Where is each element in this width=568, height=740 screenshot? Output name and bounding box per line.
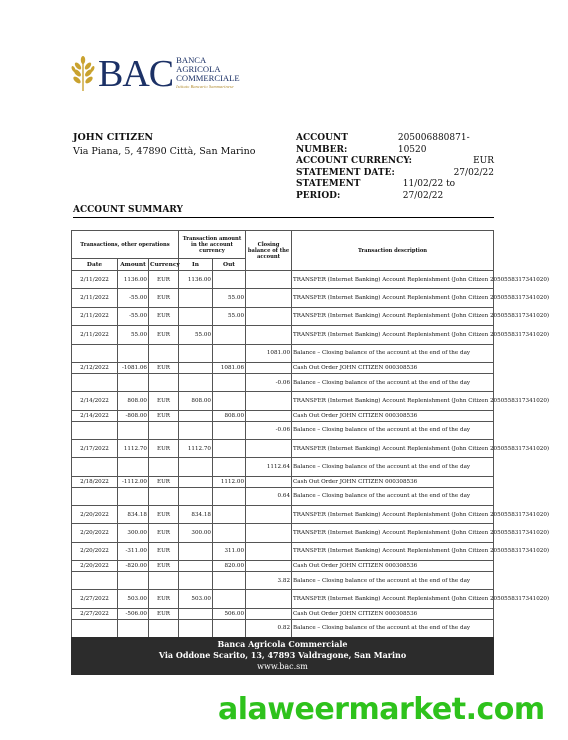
wheat-icon: [70, 56, 96, 92]
cell-date: [72, 619, 118, 637]
cell-in: [179, 619, 213, 637]
account-number: 205006880871-10520: [397, 133, 470, 155]
cell-balance: [246, 392, 292, 410]
cell-currency: EUR: [149, 307, 179, 325]
header-date: Date: [72, 259, 118, 271]
cell-date: 2/11/2022: [72, 271, 118, 289]
cell-out: 1081.06: [213, 362, 246, 373]
cell-date: 2/12/2022: [72, 362, 118, 373]
cell-in: [179, 344, 213, 362]
footer: [71, 637, 494, 675]
cell-description: TRANSFER (Internet Banking) Account Replenishment (John Citizen 2050558317341020): [292, 307, 494, 325]
table-row: [72, 476, 494, 487]
logo-tagline: Istituto Bancario Sammarinese: [176, 84, 234, 90]
cell-balance: 1112.64: [246, 458, 292, 476]
table-row: [72, 524, 494, 542]
cell-in: [179, 362, 213, 373]
cell-amount: [118, 458, 149, 476]
cell-currency: EUR: [149, 524, 179, 542]
footer-address: Via Oddone Scarito, 13, 47893 Valdragone, San Marino: [158, 650, 407, 660]
table-row: [72, 542, 494, 560]
cell-out: [213, 487, 246, 505]
cell-amount: -1081.06: [118, 362, 149, 373]
cell-description: TRANSFER (Internet Banking) Account Replenishment (John Citizen 2050558317341020): [292, 590, 494, 608]
cell-out: 820.00: [213, 561, 246, 572]
cell-description: TRANSFER (Internet Banking) Account Replenishment (John Citizen 2050558317341020): [292, 392, 494, 410]
cell-date: [72, 487, 118, 505]
cell-amount: 1112.70: [118, 439, 149, 457]
transactions-table: [71, 230, 550, 638]
cell-balance: [246, 542, 292, 560]
cell-out: [213, 439, 246, 457]
table-row: [72, 439, 494, 457]
footer-bank-name: Banca Agricola Commerciale: [217, 639, 348, 649]
table-row: [72, 561, 494, 572]
cell-date: 2/11/2022: [72, 326, 118, 344]
table-row: [72, 590, 494, 608]
statement-period-row: STATEMENT PERIOD: 11/02/22 to 27/02/22: [296, 179, 494, 202]
cell-balance: [246, 476, 292, 487]
cell-description: Balance – Closing balance of the account at the end of the day: [292, 373, 494, 391]
cell-out: [213, 373, 246, 391]
logo-mark: BAC: [98, 53, 174, 95]
cell-balance: [246, 271, 292, 289]
cell-out: [213, 619, 246, 637]
cell-out: [213, 505, 246, 523]
client-address: Via Piana, 5, 47890 Città, San Marino: [73, 146, 256, 157]
cell-amount: -1112.00: [118, 476, 149, 487]
cell-currency: EUR: [149, 410, 179, 421]
cell-out: [213, 524, 246, 542]
header-closing-balance: Closing balance of the account: [246, 231, 292, 271]
cell-balance: [246, 289, 292, 307]
cell-in: 1112.70: [179, 439, 213, 457]
cell-description: TRANSFER (Internet Banking) Account Replenishment (John Citizen 2050558317341020): [292, 439, 494, 457]
cell-amount: -820.00: [118, 561, 149, 572]
cell-date: 2/27/2022: [72, 608, 118, 619]
account-currency-row: ACCOUNT CURRENCY: EUR: [296, 156, 494, 166]
cell-description: Balance – Closing balance of the account at the end of the day: [292, 619, 494, 637]
table-row: [72, 421, 494, 439]
cell-amount: [118, 572, 149, 590]
cell-amount: 300.00: [118, 524, 149, 542]
cell-description: TRANSFER (Internet Banking) Account Replenishment (John Citizen 2050558317341020): [292, 524, 494, 542]
cell-balance: 3.82: [246, 572, 292, 590]
account-number-row: ACCOUNT NUMBER: 205006880871-10520: [296, 133, 494, 156]
cell-date: [72, 572, 118, 590]
cell-balance: [246, 439, 292, 457]
cell-description: Cash Out Order JOHN CITIZEN 000308536: [292, 476, 494, 487]
table-row: [72, 458, 494, 476]
cell-in: 1136.00: [179, 271, 213, 289]
cell-in: [179, 458, 213, 476]
cell-balance: 0.82: [246, 619, 292, 637]
table-row: [72, 505, 494, 523]
cell-description: Balance – Closing balance of the account at the end of the day: [292, 344, 494, 362]
cell-balance: [246, 590, 292, 608]
cell-in: [179, 373, 213, 391]
cell-amount: -55.00: [118, 307, 149, 325]
cell-amount: 1136.00: [118, 271, 149, 289]
cell-currency: [149, 572, 179, 590]
cell-out: [213, 590, 246, 608]
cell-amount: [118, 373, 149, 391]
cell-out: 55.00: [213, 307, 246, 325]
header-amount: Amount: [118, 259, 149, 271]
cell-date: 2/14/2022: [72, 410, 118, 421]
cell-date: [72, 421, 118, 439]
cell-currency: [149, 421, 179, 439]
cell-date: 2/17/2022: [72, 439, 118, 457]
cell-out: 506.00: [213, 608, 246, 619]
cell-in: [179, 561, 213, 572]
table-row: [72, 392, 494, 410]
table-row: [72, 307, 494, 325]
header-transactions: Transactions, other operations: [72, 231, 179, 259]
cell-date: 2/20/2022: [72, 505, 118, 523]
statement-date: 27/02/22: [453, 167, 494, 178]
cell-date: 2/14/2022: [72, 392, 118, 410]
table-row: [72, 373, 494, 391]
cell-currency: [149, 619, 179, 637]
cell-in: [179, 608, 213, 619]
table-row: [72, 271, 494, 289]
cell-date: 2/18/2022: [72, 476, 118, 487]
cell-balance: [246, 561, 292, 572]
cell-currency: EUR: [149, 542, 179, 560]
cell-date: 2/11/2022: [72, 289, 118, 307]
cell-balance: -0.06: [246, 373, 292, 391]
cell-currency: [149, 487, 179, 505]
cell-in: 834.18: [179, 505, 213, 523]
cell-in: [179, 289, 213, 307]
cell-currency: [149, 373, 179, 391]
cell-in: 808.00: [179, 392, 213, 410]
cell-currency: EUR: [149, 439, 179, 457]
table-row: [72, 619, 494, 637]
header-description: Transaction description: [292, 231, 494, 271]
cell-out: [213, 344, 246, 362]
cell-currency: EUR: [149, 392, 179, 410]
cell-description: Cash Out Order JOHN CITIZEN 000308536: [292, 608, 494, 619]
cell-in: [179, 542, 213, 560]
cell-out: [213, 326, 246, 344]
cell-in: [179, 307, 213, 325]
watermark: alaweermarket.com: [218, 692, 545, 727]
cell-description: TRANSFER (Internet Banking) Account Replenishment (John Citizen 2050558317341020): [292, 505, 494, 523]
cell-amount: [118, 487, 149, 505]
cell-currency: EUR: [149, 362, 179, 373]
cell-description: Balance – Closing balance of the account at the end of the day: [292, 572, 494, 590]
cell-amount: [118, 619, 149, 637]
cell-in: [179, 487, 213, 505]
cell-in: 300.00: [179, 524, 213, 542]
header-amount-in-currency: Transaction amount in the account currency: [179, 231, 246, 259]
cell-balance: -0.06: [246, 421, 292, 439]
cell-out: [213, 458, 246, 476]
cell-balance: 1081.00: [246, 344, 292, 362]
header-currency: Currency: [149, 259, 179, 271]
cell-in: [179, 410, 213, 421]
cell-balance: [246, 608, 292, 619]
cell-amount: [118, 344, 149, 362]
cell-description: Balance – Closing balance of the account at the end of the day: [292, 487, 494, 505]
client-block: [73, 131, 255, 159]
cell-date: 2/20/2022: [72, 542, 118, 560]
bank-logo: [70, 54, 240, 94]
cell-date: 2/20/2022: [72, 561, 118, 572]
table-row: [72, 289, 494, 307]
cell-out: 55.00: [213, 289, 246, 307]
cell-currency: EUR: [149, 326, 179, 344]
table-row: [72, 487, 494, 505]
cell-out: 311.00: [213, 542, 246, 560]
table-row: [72, 572, 494, 590]
cell-in: [179, 421, 213, 439]
cell-currency: EUR: [149, 476, 179, 487]
cell-description: Balance – Closing balance of the account at the end of the day: [292, 421, 494, 439]
cell-amount: 834.18: [118, 505, 149, 523]
cell-amount: -808.00: [118, 410, 149, 421]
cell-balance: [246, 524, 292, 542]
cell-amount: 55.00: [118, 326, 149, 344]
cell-balance: [246, 307, 292, 325]
table-row: [72, 326, 494, 344]
table-row: [72, 362, 494, 373]
cell-currency: EUR: [149, 608, 179, 619]
cell-currency: EUR: [149, 505, 179, 523]
header-out: Out: [213, 259, 246, 271]
cell-date: 2/11/2022: [72, 307, 118, 325]
statement-date-row: STATEMENT DATE: 27/02/22: [296, 167, 494, 178]
cell-description: Balance – Closing balance of the account at the end of the day: [292, 458, 494, 476]
cell-currency: EUR: [149, 561, 179, 572]
cell-in: 503.00: [179, 590, 213, 608]
cell-date: [72, 373, 118, 391]
cell-currency: EUR: [149, 271, 179, 289]
cell-amount: 808.00: [118, 392, 149, 410]
cell-description: Cash Out Order JOHN CITIZEN 000308536: [292, 561, 494, 572]
cell-date: [72, 458, 118, 476]
cell-in: [179, 572, 213, 590]
cell-amount: -311.00: [118, 542, 149, 560]
cell-balance: 0.64: [246, 487, 292, 505]
summary-title: ACCOUNT SUMMARY: [73, 205, 183, 215]
cell-currency: EUR: [149, 289, 179, 307]
cell-in: 55.00: [179, 326, 213, 344]
cell-out: [213, 572, 246, 590]
table-row: [72, 608, 494, 619]
cell-balance: [246, 362, 292, 373]
cell-description: Cash Out Order JOHN CITIZEN 000308536: [292, 410, 494, 421]
footer-website: www.bac.sm: [257, 662, 308, 671]
account-currency: EUR: [473, 156, 494, 166]
cell-description: TRANSFER (Internet Banking) Account Replenishment (John Citizen 2050558317341020): [292, 542, 494, 560]
header-in: In: [179, 259, 213, 271]
cell-out: 1112.00: [213, 476, 246, 487]
table-row: [72, 410, 494, 421]
cell-out: [213, 271, 246, 289]
cell-balance: [246, 410, 292, 421]
cell-out: [213, 421, 246, 439]
statement-period: 11/02/22 to 27/02/22: [402, 179, 456, 201]
cell-currency: [149, 344, 179, 362]
cell-description: TRANSFER (Internet Banking) Account Replenishment (John Citizen 2050558317341020): [292, 326, 494, 344]
cell-out: [213, 392, 246, 410]
account-info: [296, 133, 494, 202]
cell-description: TRANSFER (Internet Banking) Account Replenishment (John Citizen 2050558317341020): [292, 271, 494, 289]
cell-currency: EUR: [149, 590, 179, 608]
cell-currency: [149, 458, 179, 476]
cell-description: Cash Out Order JOHN CITIZEN 000308536: [292, 362, 494, 373]
cell-amount: [118, 421, 149, 439]
cell-amount: -55.00: [118, 289, 149, 307]
divider: [73, 217, 494, 218]
cell-description: TRANSFER (Internet Banking) Account Replenishment (John Citizen 2050558317341020): [292, 289, 494, 307]
logo-name: BANCA AGRICOLA COMMERCIALE Istituto Bancario Sammarinese: [176, 56, 240, 92]
cell-date: 2/20/2022: [72, 524, 118, 542]
cell-balance: [246, 505, 292, 523]
cell-amount: 503.00: [118, 590, 149, 608]
table-row: [72, 344, 494, 362]
cell-amount: -506.00: [118, 608, 149, 619]
client-name: JOHN CITIZEN: [73, 132, 154, 143]
cell-date: 2/27/2022: [72, 590, 118, 608]
cell-date: [72, 344, 118, 362]
cell-in: [179, 476, 213, 487]
cell-balance: [246, 326, 292, 344]
cell-out: 808.00: [213, 410, 246, 421]
